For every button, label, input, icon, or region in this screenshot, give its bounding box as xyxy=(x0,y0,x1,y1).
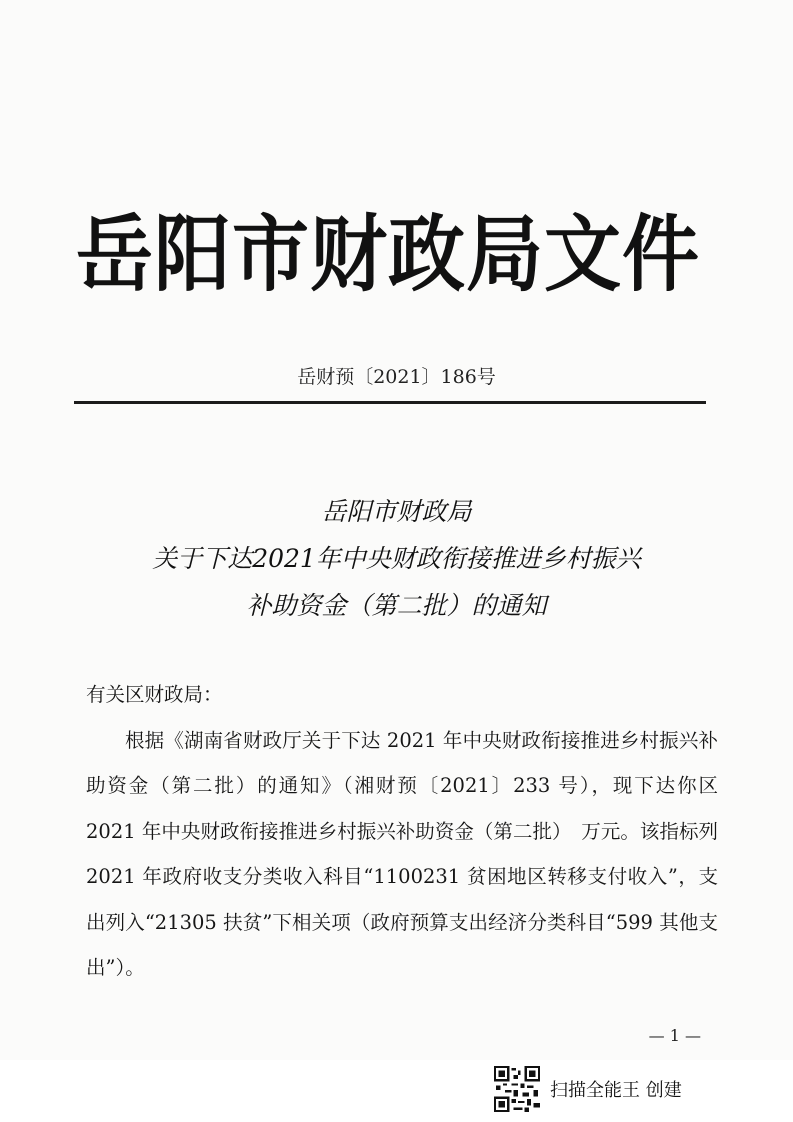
issuer-header: 岳阳市财政局文件 xyxy=(76,207,700,304)
body-paragraph: 根据《湖南省财政厅关于下达 2021 年中央财政衔接推进乡村振兴补助资金（第二批）的通知》（湘财预〔2021〕233 号），现下达你区 2021 年中央财政衔接推进乡村振兴补助资金（第二批） 万元。该指标列 2021 年政府收支分类收入科目“1100231 贫困地区转移支付收入”，支出列入“21305 扶贫”下相关项（政府预算支出经济分类科目“599 其他支出”）。 xyxy=(86,728,718,979)
page-number: — 1 — xyxy=(648,1026,701,1045)
document-number: 岳财预〔2021〕186号 xyxy=(297,366,496,388)
header-separator-line xyxy=(74,401,706,404)
title-line-3: 补助资金（第二批）的通知 xyxy=(246,591,547,620)
scanner-watermark xyxy=(494,1064,682,1114)
title-line-1: 岳阳市财政局 xyxy=(321,497,472,526)
qr-code-icon xyxy=(494,1066,540,1112)
document-title xyxy=(0,488,793,629)
document-body xyxy=(86,672,718,991)
salutation: 有关区财政局： xyxy=(86,683,223,706)
watermark-text: 扫描全能王 创建 xyxy=(550,1080,682,1101)
title-line-2: 关于下达2021年中央财政衔接推进乡村振兴 xyxy=(152,544,641,573)
